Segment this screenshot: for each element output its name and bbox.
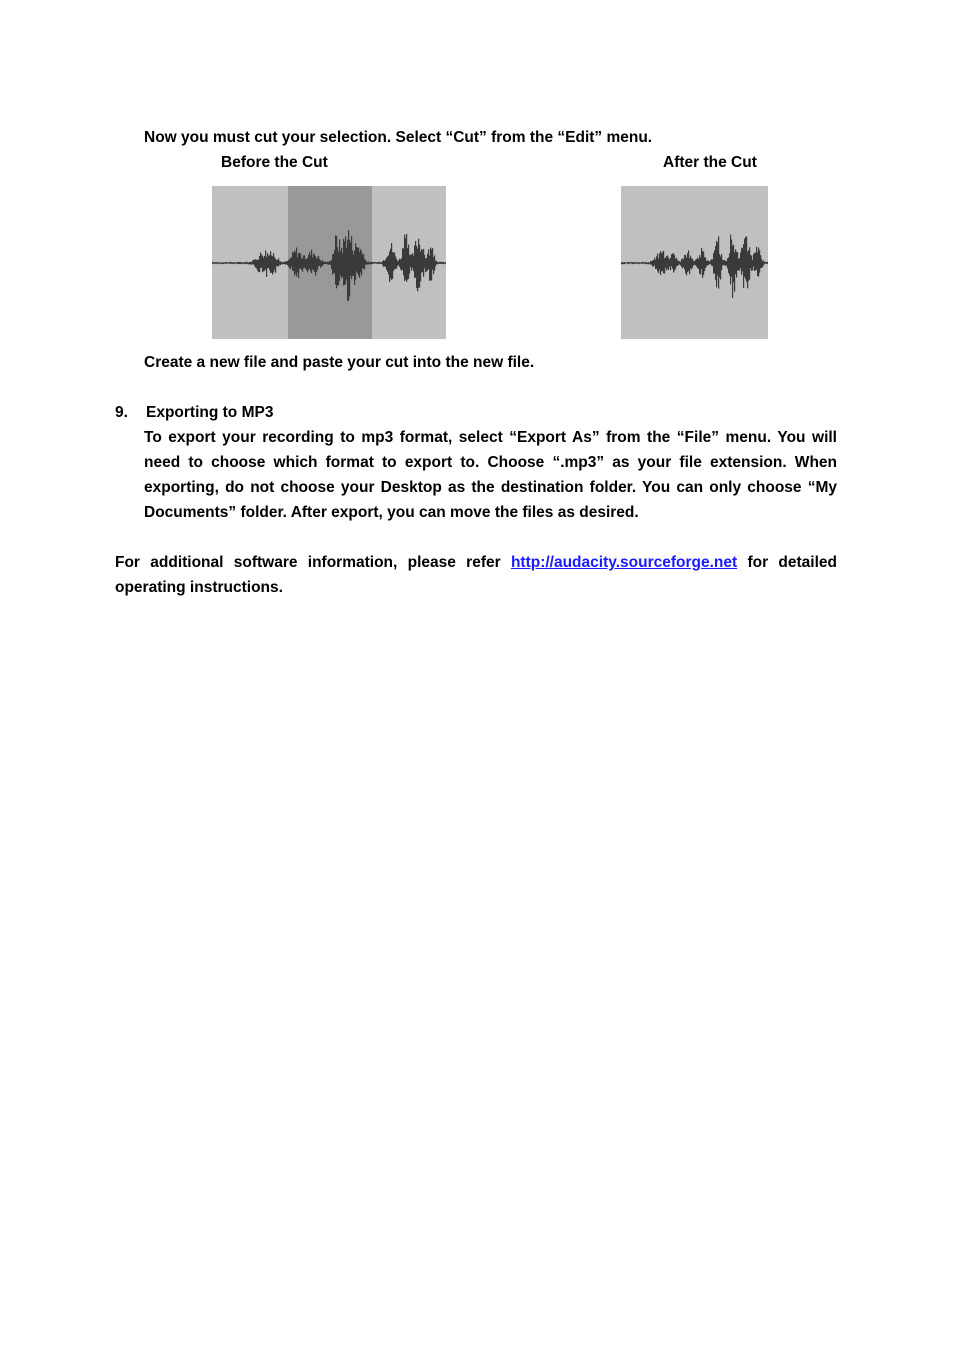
export-paragraph-line: need to choose which format to export to. Choose “.mp3” as your file extension. When <box>144 454 837 471</box>
before-cut-waveform-svg <box>212 186 446 339</box>
export-paragraph-line: Documents” folder. After export, you can move the files as desired. <box>144 504 639 521</box>
cut-instruction: Now you must cut your selection. Select “Cut” from the “Edit” menu. <box>144 129 653 146</box>
footer-suffix: for detailed <box>747 554 837 571</box>
step-number: 9. <box>115 404 128 421</box>
footer-line-1 <box>115 550 837 575</box>
footer-line-2: operating instructions. <box>115 579 283 596</box>
paste-instruction: Create a new file and paste your cut into the new file. <box>144 354 535 371</box>
export-paragraph-line: To export your recording to mp3 format, select “Export As” from the “File” menu. You will <box>144 429 837 446</box>
after-cut-waveform-svg <box>621 186 768 339</box>
after-cut-label: After the Cut <box>663 154 757 171</box>
before-cut-label: Before the Cut <box>221 154 328 171</box>
waveform-sample <box>445 262 446 264</box>
before-cut-waveform-image <box>212 186 446 339</box>
export-paragraph-line: exporting, do not choose your Desktop as the destination folder. You can only choose “My <box>144 479 837 496</box>
step-heading: Exporting to MP3 <box>146 404 274 421</box>
audacity-link[interactable]: http://audacity.sourceforge.net <box>510 554 738 571</box>
footer-prefix: For additional software information, please refer <box>115 554 501 571</box>
waveform-sample <box>767 262 768 264</box>
after-cut-waveform-image <box>621 186 768 339</box>
